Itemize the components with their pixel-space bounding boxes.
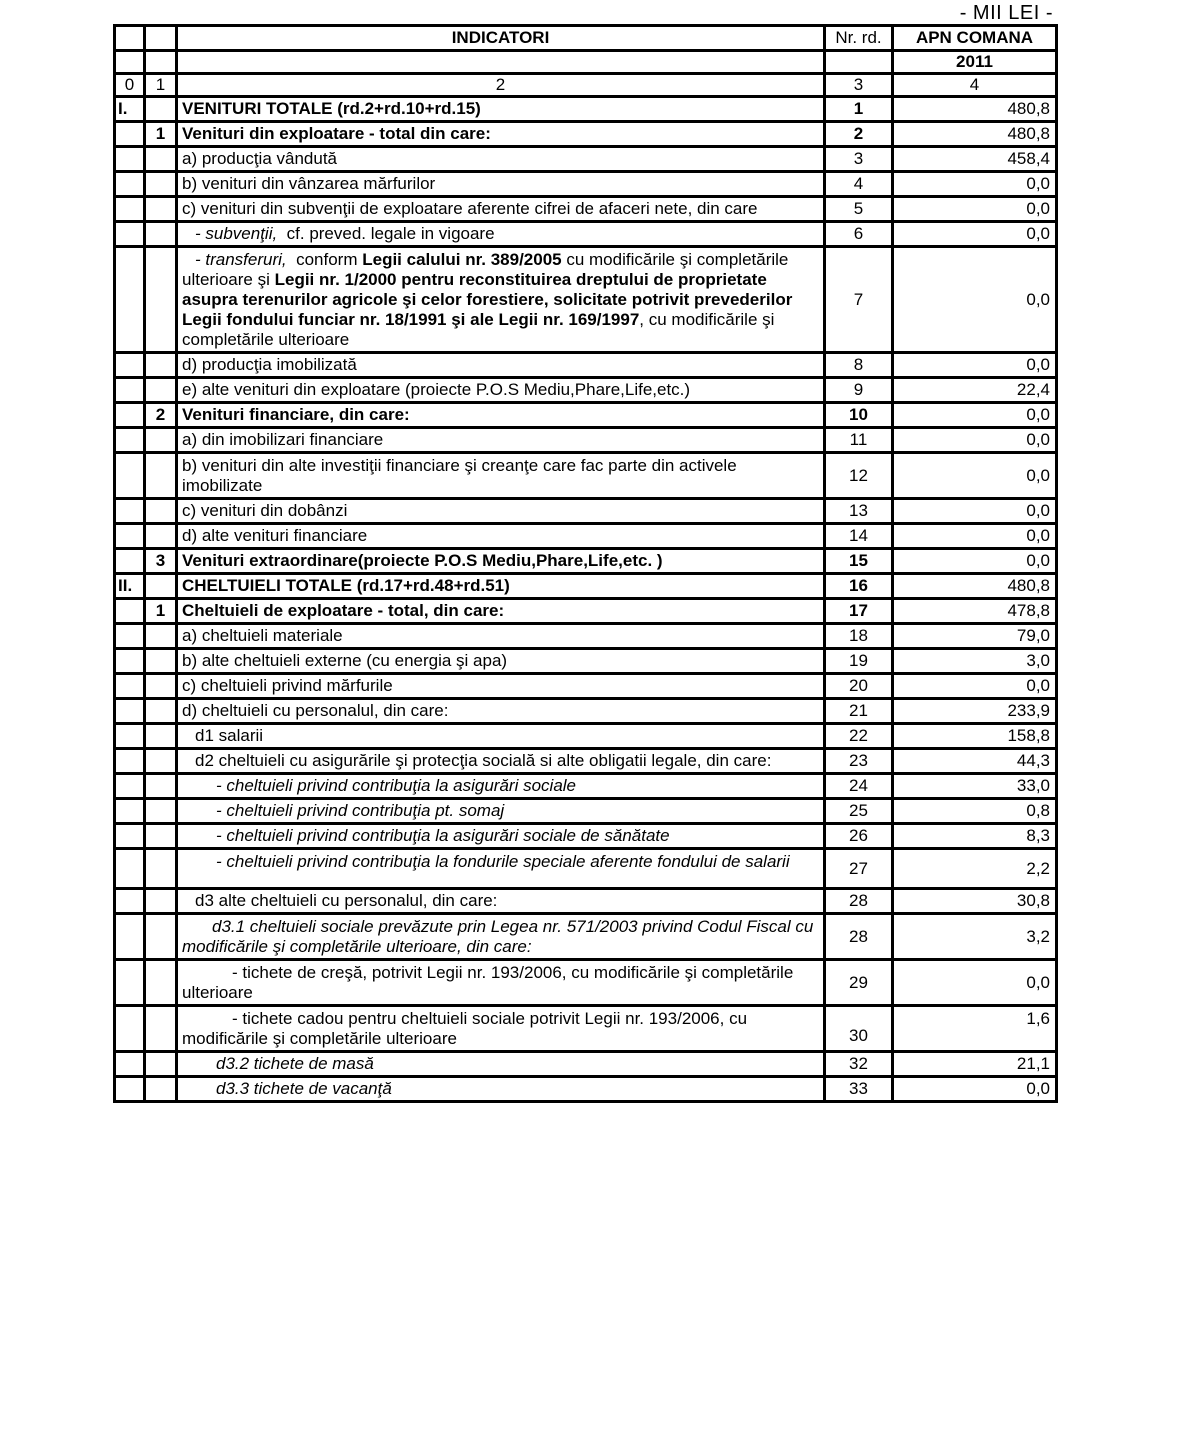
value-cell: 478,8 (893, 599, 1057, 624)
text-segment: d3 alte cheltuieli cu personalul, din care: (195, 891, 498, 910)
empty-cell (115, 51, 145, 74)
value-cell: 0,0 (893, 453, 1057, 499)
table-body (115, 97, 1057, 1102)
subsection-cell (145, 172, 177, 197)
table-row (115, 699, 1057, 724)
nr-cell: 19 (825, 649, 893, 674)
table-row (115, 960, 1057, 1006)
indicator-cell (177, 749, 825, 774)
table-row (115, 147, 1057, 172)
text-segment: - cheltuieli privind contribuţia la asigurări sociale (216, 776, 577, 795)
table-row (115, 197, 1057, 222)
text-segment: - cheltuieli privind contribuţia pt. somaj (216, 801, 505, 820)
table-row (115, 824, 1057, 849)
table-row (115, 1052, 1057, 1077)
empty-cell (825, 51, 893, 74)
value-cell: 233,9 (893, 699, 1057, 724)
value-cell: 8,3 (893, 824, 1057, 849)
table-row (115, 428, 1057, 453)
text-segment: c) venituri din dobânzi (182, 501, 348, 520)
section-cell (115, 247, 145, 353)
value-cell: 0,0 (893, 222, 1057, 247)
section-cell (115, 147, 145, 172)
nr-cell: 14 (825, 524, 893, 549)
nr-cell: 29 (825, 960, 893, 1006)
subsection-cell (145, 799, 177, 824)
subsection-cell (145, 649, 177, 674)
text-segment: - tichete de creşă, potrivit Legii nr. 193/2006, cu modificările şi completările ulterioare (182, 963, 799, 1002)
indicator-cell (177, 914, 825, 960)
index-col-4: 4 (893, 74, 1057, 97)
table-row (115, 122, 1057, 147)
nr-cell: 21 (825, 699, 893, 724)
table-row (115, 247, 1057, 353)
section-cell (115, 222, 145, 247)
subsection-cell (145, 353, 177, 378)
value-cell: 480,8 (893, 97, 1057, 122)
text-segment: - tichete cadou pentru cheltuieli sociale potrivit Legii nr. 193/2006, cu modificările şi completările ulterioare (182, 1009, 752, 1048)
unit-label: - MII LEI - (959, 2, 1053, 24)
nr-cell: 8 (825, 353, 893, 378)
nr-cell: 7 (825, 247, 893, 353)
indicator-cell (177, 1052, 825, 1077)
text-segment: d2 cheltuieli cu asigurările şi protecţia socială si alte obligatii legale, din care: (195, 751, 772, 770)
text-segment: c) venituri din subvenţii de exploatare aferente cifrei de afaceri nete, din care (182, 199, 758, 218)
value-cell: 33,0 (893, 774, 1057, 799)
indicator-cell (177, 353, 825, 378)
nr-cell: 33 (825, 1077, 893, 1102)
table-row (115, 774, 1057, 799)
indicator-cell (177, 824, 825, 849)
value-cell: 0,0 (893, 1077, 1057, 1102)
value-cell: 480,8 (893, 574, 1057, 599)
section-cell (115, 403, 145, 428)
value-cell: 79,0 (893, 624, 1057, 649)
table-row (115, 403, 1057, 428)
indicator-cell (177, 799, 825, 824)
value-cell: 21,1 (893, 1052, 1057, 1077)
nr-cell: 15 (825, 549, 893, 574)
nr-cell: 23 (825, 749, 893, 774)
section-cell (115, 428, 145, 453)
section-cell (115, 524, 145, 549)
section-cell (115, 749, 145, 774)
value-cell: 0,0 (893, 197, 1057, 222)
indicator-cell (177, 599, 825, 624)
subsection-cell (145, 197, 177, 222)
header-entity: APN COMANA (893, 26, 1057, 51)
value-cell: 3,0 (893, 649, 1057, 674)
nr-cell: 11 (825, 428, 893, 453)
nr-cell: 27 (825, 849, 893, 889)
subsection-cell (145, 97, 177, 122)
subsection-cell (145, 499, 177, 524)
section-cell (115, 849, 145, 889)
table-row (115, 353, 1057, 378)
section-cell (115, 674, 145, 699)
text-segment: b) alte cheltuieli externe (cu energia şi apa) (182, 651, 508, 670)
text-segment: b) venituri din alte investiţii financiare şi creanţe care fac parte din activele imobilizate (182, 456, 742, 495)
value-cell: 2,2 (893, 849, 1057, 889)
section-cell (115, 649, 145, 674)
text-segment: - subvenţii, (195, 224, 278, 243)
value-cell: 0,0 (893, 524, 1057, 549)
nr-cell: 6 (825, 222, 893, 247)
indicator-cell (177, 499, 825, 524)
value-cell: 0,8 (893, 799, 1057, 824)
nr-cell: 1 (825, 97, 893, 122)
table-row (115, 649, 1057, 674)
table-row (115, 524, 1057, 549)
table-row (115, 1077, 1057, 1102)
empty-cell (145, 26, 177, 51)
section-cell (115, 774, 145, 799)
text-segment: cu modificările şi completările ulterioare şi (182, 250, 794, 289)
value-cell: 480,8 (893, 122, 1057, 147)
nr-cell: 30 (825, 1006, 893, 1052)
subsection-cell: 1 (145, 599, 177, 624)
indicator-cell (177, 1077, 825, 1102)
table-row (115, 674, 1057, 699)
subsection-cell (145, 674, 177, 699)
value-cell: 0,0 (893, 674, 1057, 699)
section-cell (115, 799, 145, 824)
section-cell: I. (115, 97, 145, 122)
nr-cell: 13 (825, 499, 893, 524)
text-segment: cf. preved. legale in vigoare (277, 224, 495, 243)
nr-cell: 28 (825, 889, 893, 914)
indicator-cell (177, 172, 825, 197)
indicator-cell (177, 889, 825, 914)
subsection-cell (145, 222, 177, 247)
indicator-cell (177, 122, 825, 147)
section-cell (115, 960, 145, 1006)
subsection-cell (145, 749, 177, 774)
index-col-2: 2 (177, 74, 825, 97)
subsection-cell (145, 247, 177, 353)
nr-cell: 5 (825, 197, 893, 222)
indicator-cell (177, 147, 825, 172)
section-cell (115, 499, 145, 524)
header-nr-rd: Nr. rd. (825, 26, 893, 51)
subsection-cell (145, 1077, 177, 1102)
text-segment: - cheltuieli privind contribuţia la fondurile speciale aferente fondului de salarii (216, 852, 790, 871)
text-segment: b) venituri din vânzarea mărfurilor (182, 174, 436, 193)
section-cell (115, 624, 145, 649)
section-cell (115, 197, 145, 222)
subsection-cell (145, 914, 177, 960)
value-cell: 0,0 (893, 499, 1057, 524)
indicator-cell (177, 524, 825, 549)
table-row (115, 574, 1057, 599)
subsection-cell (145, 699, 177, 724)
value-cell: 0,0 (893, 428, 1057, 453)
indicator-cell (177, 1006, 825, 1052)
section-cell (115, 378, 145, 403)
subsection-cell (145, 524, 177, 549)
section-cell (115, 914, 145, 960)
subsection-cell (145, 824, 177, 849)
indicator-cell (177, 960, 825, 1006)
text-segment: d3.2 tichete de masă (216, 1054, 374, 1073)
subsection-cell: 3 (145, 549, 177, 574)
subsection-cell (145, 147, 177, 172)
subsection-cell (145, 453, 177, 499)
text-segment: Legii calului nr. 389/2005 (362, 250, 562, 269)
budget-report (113, 2, 1055, 1103)
indicator-cell (177, 403, 825, 428)
indicator-cell (177, 574, 825, 599)
section-cell (115, 353, 145, 378)
section-cell (115, 122, 145, 147)
nr-cell: 2 (825, 122, 893, 147)
indicator-cell (177, 428, 825, 453)
nr-cell: 9 (825, 378, 893, 403)
text-segment: - cheltuieli privind contribuţia la asigurări sociale de sănătate (216, 826, 670, 845)
nr-cell: 4 (825, 172, 893, 197)
table-row (115, 1006, 1057, 1052)
indicator-cell (177, 549, 825, 574)
value-cell: 158,8 (893, 724, 1057, 749)
section-cell (115, 724, 145, 749)
section-cell (115, 599, 145, 624)
subsection-cell (145, 1052, 177, 1077)
subsection-cell (145, 574, 177, 599)
subsection-cell (145, 774, 177, 799)
indicator-cell (177, 378, 825, 403)
indicator-cell (177, 197, 825, 222)
value-cell: 0,0 (893, 403, 1057, 428)
value-cell: 0,0 (893, 353, 1057, 378)
nr-cell: 32 (825, 1052, 893, 1077)
section-cell (115, 699, 145, 724)
subsection-cell (145, 428, 177, 453)
subsection-cell (145, 889, 177, 914)
table-row (115, 378, 1057, 403)
index-col-1: 1 (145, 74, 177, 97)
section-cell: II. (115, 574, 145, 599)
header-row (115, 26, 1057, 51)
nr-cell: 24 (825, 774, 893, 799)
nr-cell: 26 (825, 824, 893, 849)
text-segment: a) cheltuieli materiale (182, 626, 343, 645)
text-segment: Venituri extraordinare(proiecte P.O.S Mediu,Phare,Life,etc. ) (182, 551, 663, 570)
subsection-cell: 2 (145, 403, 177, 428)
subsection-cell (145, 960, 177, 1006)
section-cell (115, 453, 145, 499)
section-cell (115, 824, 145, 849)
header-indicatori: INDICATORI (177, 26, 825, 51)
text-segment: - transferuri, (195, 250, 287, 269)
subsection-cell (145, 378, 177, 403)
indicator-cell (177, 624, 825, 649)
table-row (115, 749, 1057, 774)
header-year-row (115, 51, 1057, 74)
text-segment: VENITURI TOTALE (rd.2+rd.10+rd.15) (182, 99, 481, 118)
text-segment: Venituri financiare, din care: (182, 405, 410, 424)
indicator-cell (177, 849, 825, 889)
value-cell: 1,6 (893, 1006, 1057, 1052)
header-year: 2011 (893, 51, 1057, 74)
section-cell (115, 889, 145, 914)
text-segment: a) din imobilizari financiare (182, 430, 384, 449)
table-row (115, 849, 1057, 889)
nr-cell: 20 (825, 674, 893, 699)
table-row (115, 172, 1057, 197)
indicator-cell (177, 97, 825, 122)
text-segment: conform (286, 250, 363, 269)
text-segment: Legii nr. 1/2000 pentru reconstituirea dreptului de proprietate asupra terenurilor agricole şi celor forestiere, solicitate potrivit prevederilor Legii fondului funciar nr. 18/1991 şi ale Legii nr. 169/1997 (182, 270, 798, 329)
text-segment: CHELTUIELI TOTALE (rd.17+rd.48+rd.51) (182, 576, 510, 595)
value-cell: 0,0 (893, 549, 1057, 574)
subsection-cell (145, 849, 177, 889)
budget-table (113, 24, 1058, 1103)
empty-cell (145, 51, 177, 74)
text-segment: , cu modificările şi completările ulterioare (182, 310, 780, 349)
subsection-cell (145, 624, 177, 649)
indicator-cell (177, 774, 825, 799)
text-segment: d1 salarii (195, 726, 264, 745)
table-row (115, 889, 1057, 914)
empty-cell (115, 26, 145, 51)
section-cell (115, 172, 145, 197)
nr-cell: 18 (825, 624, 893, 649)
value-cell: 0,0 (893, 247, 1057, 353)
nr-cell: 22 (825, 724, 893, 749)
table-row (115, 624, 1057, 649)
table-row (115, 799, 1057, 824)
value-cell: 22,4 (893, 378, 1057, 403)
section-cell (115, 549, 145, 574)
indicator-cell (177, 674, 825, 699)
value-cell: 44,3 (893, 749, 1057, 774)
indicator-cell (177, 453, 825, 499)
nr-cell: 16 (825, 574, 893, 599)
table-row (115, 222, 1057, 247)
index-col-3: 3 (825, 74, 893, 97)
value-cell: 458,4 (893, 147, 1057, 172)
text-segment: a) producţia vândută (182, 149, 337, 168)
table-row (115, 914, 1057, 960)
text-segment: d) alte venituri financiare (182, 526, 368, 545)
table-row (115, 499, 1057, 524)
text-segment: c) cheltuieli privind mărfurile (182, 676, 393, 695)
subsection-cell (145, 724, 177, 749)
indicator-cell (177, 649, 825, 674)
table-row (115, 97, 1057, 122)
subsection-cell (145, 1006, 177, 1052)
empty-cell (177, 51, 825, 74)
nr-cell: 17 (825, 599, 893, 624)
table-row (115, 599, 1057, 624)
nr-cell: 3 (825, 147, 893, 172)
text-segment: Venituri din exploatare - total din care: (182, 124, 491, 143)
section-cell (115, 1077, 145, 1102)
text-segment: Cheltuieli de exploatare - total, din care: (182, 601, 505, 620)
subsection-cell: 1 (145, 122, 177, 147)
nr-cell: 25 (825, 799, 893, 824)
indicator-cell (177, 222, 825, 247)
value-cell: 30,8 (893, 889, 1057, 914)
text-segment: d) cheltuieli cu personalul, din care: (182, 701, 449, 720)
indicator-cell (177, 699, 825, 724)
table-row (115, 549, 1057, 574)
text-segment: d3.3 tichete de vacanţă (216, 1079, 392, 1098)
text-segment: e) alte venituri din exploatare (proiecte P.O.S Mediu,Phare,Life,etc.) (182, 380, 691, 399)
value-cell: 0,0 (893, 960, 1057, 1006)
indicator-cell (177, 724, 825, 749)
section-cell (115, 1052, 145, 1077)
index-col-0: 0 (115, 74, 145, 97)
nr-cell: 12 (825, 453, 893, 499)
nr-cell: 10 (825, 403, 893, 428)
section-cell (115, 1006, 145, 1052)
indicator-cell (177, 247, 825, 353)
table-row (115, 453, 1057, 499)
table-row (115, 724, 1057, 749)
text-segment: d) producţia imobilizată (182, 355, 357, 374)
text-segment: d3.1 cheltuieli sociale prevăzute prin Legea nr. 571/2003 privind Codul Fiscal cu modificările şi completările ulterioare, din care: (182, 917, 819, 956)
header-index-row (115, 74, 1057, 97)
value-cell: 0,0 (893, 172, 1057, 197)
value-cell: 3,2 (893, 914, 1057, 960)
nr-cell: 28 (825, 914, 893, 960)
